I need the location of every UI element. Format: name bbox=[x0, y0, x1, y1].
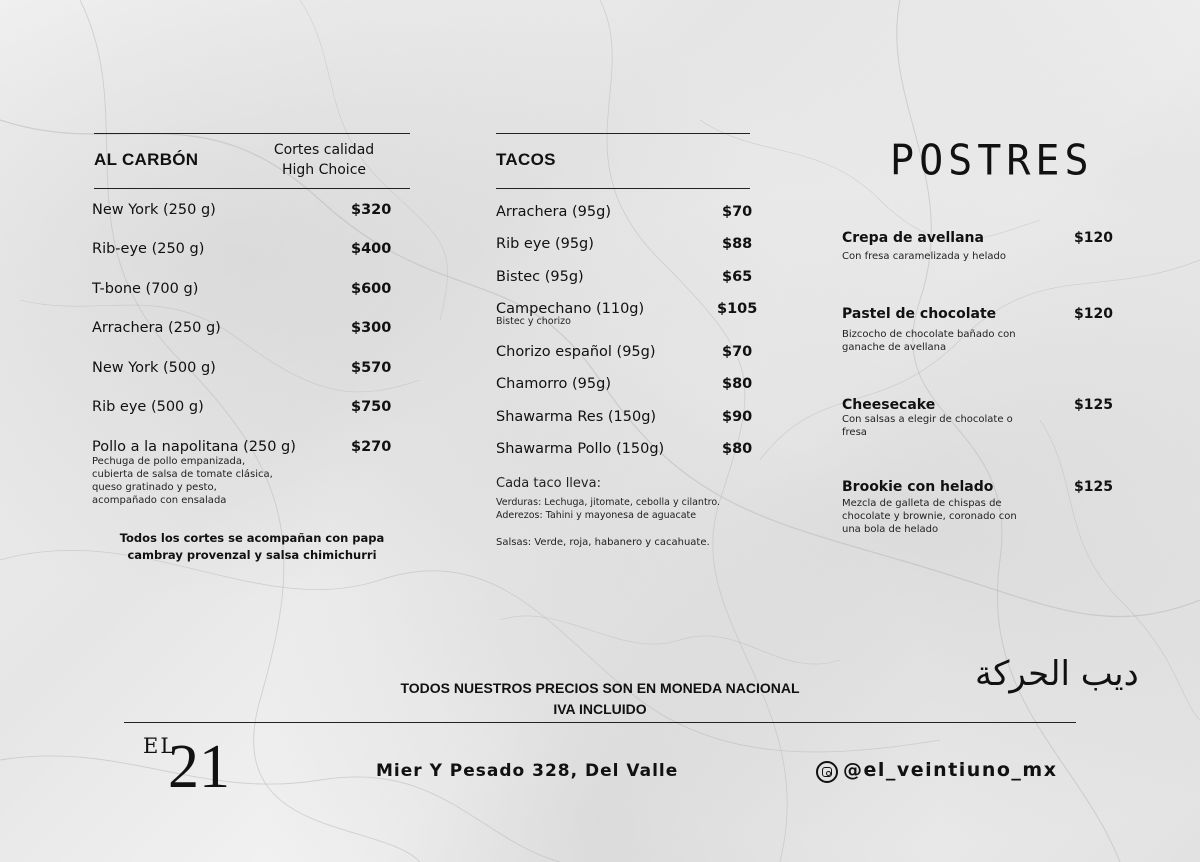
footer-rule bbox=[124, 722, 1076, 723]
tacos-item bbox=[496, 441, 753, 457]
item-price: $120 bbox=[1074, 230, 1113, 246]
item-price: $600 bbox=[351, 281, 392, 297]
tacos-item bbox=[496, 204, 753, 220]
carbon-title: AL CARBÓN bbox=[94, 150, 199, 169]
item-description-line: fresa bbox=[842, 427, 867, 438]
item-name: Shawarma Pollo (150g) bbox=[496, 441, 665, 457]
item-price: $70 bbox=[722, 204, 753, 220]
item-name: Chorizo español (95g) bbox=[496, 344, 656, 360]
item-price: $80 bbox=[722, 441, 753, 457]
item-price: $120 bbox=[1074, 306, 1113, 322]
item-price: $270 bbox=[351, 439, 392, 455]
tacos-verduras: Verduras: Lechuga, jitomate, cebolla y cilantro. bbox=[496, 497, 721, 508]
instagram-icon-lens bbox=[826, 771, 831, 776]
item-name: Crepa de avellana bbox=[842, 230, 984, 246]
item-price: $400 bbox=[351, 241, 392, 257]
postres-item bbox=[842, 479, 1112, 536]
item-name: Brookie con helado bbox=[842, 479, 994, 495]
tacos-item bbox=[496, 301, 758, 327]
item-name: Chamorro (95g) bbox=[496, 376, 611, 392]
item-name: Arrachera (95g) bbox=[496, 204, 611, 220]
carbon-item bbox=[92, 439, 392, 507]
item-name: Shawarma Res (150g) bbox=[496, 409, 657, 425]
item-name: Rib eye (500 g) bbox=[92, 399, 204, 415]
tacos-item bbox=[496, 344, 753, 360]
carbon-item bbox=[92, 399, 392, 415]
item-price: $90 bbox=[722, 409, 753, 425]
item-description-line: Con salsas a elegir de chocolate o bbox=[842, 414, 1013, 425]
carbon-item bbox=[92, 281, 392, 297]
item-description bbox=[92, 455, 392, 507]
postres-item bbox=[842, 230, 1112, 263]
item-price: $300 bbox=[351, 320, 392, 336]
item-price: $570 bbox=[351, 360, 392, 376]
item-name: T-bone (700 g) bbox=[92, 281, 199, 297]
tacos-bottom-rule bbox=[496, 188, 750, 189]
carbon-item bbox=[92, 202, 392, 218]
tacos-aderezos: Aderezos: Tahini y mayonesa de aguacate bbox=[496, 510, 697, 521]
item-price: $750 bbox=[351, 399, 392, 415]
tacos-item bbox=[496, 409, 753, 425]
currency-note bbox=[350, 678, 850, 720]
item-name: New York (250 g) bbox=[92, 202, 216, 218]
postres-item bbox=[842, 306, 1112, 354]
carbon-subtitle-line1: Cortes calidad bbox=[273, 142, 375, 158]
item-description: Bistec y chorizo bbox=[496, 316, 571, 327]
item-price: $125 bbox=[1074, 479, 1113, 495]
tacos-title: TACOS bbox=[496, 150, 556, 169]
item-name: Rib-eye (250 g) bbox=[92, 241, 205, 257]
item-name: Cheesecake bbox=[842, 397, 936, 413]
item-description-line: una bola de helado bbox=[842, 524, 939, 535]
carbon-top-rule bbox=[94, 133, 410, 134]
item-price: $70 bbox=[722, 344, 753, 360]
instagram-handle[interactable]: @el_veintiuno_mx bbox=[843, 759, 1058, 781]
tacos-top-rule bbox=[496, 133, 750, 134]
item-description-line: Con fresa caramelizada y helado bbox=[842, 251, 1007, 262]
item-price: $320 bbox=[351, 202, 392, 218]
carbon-subtitle-line2: High Choice bbox=[281, 162, 367, 178]
arabic-text: ديب الحركة bbox=[975, 654, 1139, 694]
carbon-subtitle bbox=[254, 140, 394, 180]
carbon-note-line: Todos los cortes se acompañan con papa bbox=[119, 531, 385, 545]
tacos-item bbox=[496, 376, 753, 392]
carbon-item bbox=[92, 241, 392, 257]
item-description bbox=[842, 328, 1112, 354]
postres-title: POSTRES bbox=[890, 136, 1094, 186]
item-description-line: cubierta de salsa de tomate clásica, bbox=[92, 469, 273, 480]
tacos-salsas: Salsas: Verde, roja, habanero y cacahuate. bbox=[496, 537, 710, 548]
item-description bbox=[842, 413, 1112, 439]
item-description bbox=[842, 497, 1112, 536]
item-description bbox=[842, 250, 1112, 263]
item-price: $88 bbox=[722, 236, 753, 252]
currency-note-line: IVA INCLUIDO bbox=[553, 701, 647, 717]
carbon-bottom-rule bbox=[94, 188, 410, 189]
item-description-line: ganache de avellana bbox=[842, 342, 947, 353]
item-name: Rib eye (95g) bbox=[496, 236, 594, 252]
instagram-icon bbox=[816, 761, 838, 783]
carbon-item bbox=[92, 360, 392, 376]
carbon-item bbox=[92, 320, 392, 336]
item-name: Pollo a la napolitana (250 g) bbox=[92, 439, 296, 455]
item-description-line: queso gratinado y pesto, bbox=[92, 482, 217, 493]
item-name: Pastel de chocolate bbox=[842, 306, 997, 322]
item-description-line: Bizcocho de chocolate bañado con bbox=[842, 329, 1016, 340]
item-price: $80 bbox=[722, 376, 753, 392]
logo-number: 21 bbox=[168, 733, 230, 801]
item-price: $105 bbox=[717, 301, 758, 317]
currency-note-line: TODOS NUESTROS PRECIOS SON EN MONEDA NACIONAL bbox=[400, 680, 800, 696]
tacos-item bbox=[496, 269, 753, 285]
item-description-line: acompañado con ensalada bbox=[92, 495, 227, 506]
item-name: Bistec (95g) bbox=[496, 269, 584, 285]
carbon-note bbox=[100, 530, 404, 564]
item-price: $125 bbox=[1074, 397, 1113, 413]
item-description-line: Pechuga de pollo empanizada, bbox=[92, 456, 246, 467]
address: Mier Y Pesado 328, Del Valle bbox=[376, 761, 679, 781]
tacos-item bbox=[496, 236, 753, 252]
item-price: $65 bbox=[722, 269, 753, 285]
item-description-line: Mezcla de galleta de chispas de bbox=[842, 498, 1002, 509]
item-name: Arrachera (250 g) bbox=[92, 320, 221, 336]
logo-el: EL bbox=[143, 734, 177, 758]
tacos-cada-taco: Cada taco lleva: bbox=[496, 476, 601, 491]
postres-item bbox=[842, 397, 1112, 439]
item-name: New York (500 g) bbox=[92, 360, 216, 376]
item-name: Campechano (110g) bbox=[496, 301, 645, 317]
item-description-line: chocolate y brownie, coronado con bbox=[842, 511, 1017, 522]
instagram-icon-frame bbox=[822, 767, 832, 777]
carbon-note-line: cambray provenzal y salsa chimichurri bbox=[127, 548, 377, 562]
